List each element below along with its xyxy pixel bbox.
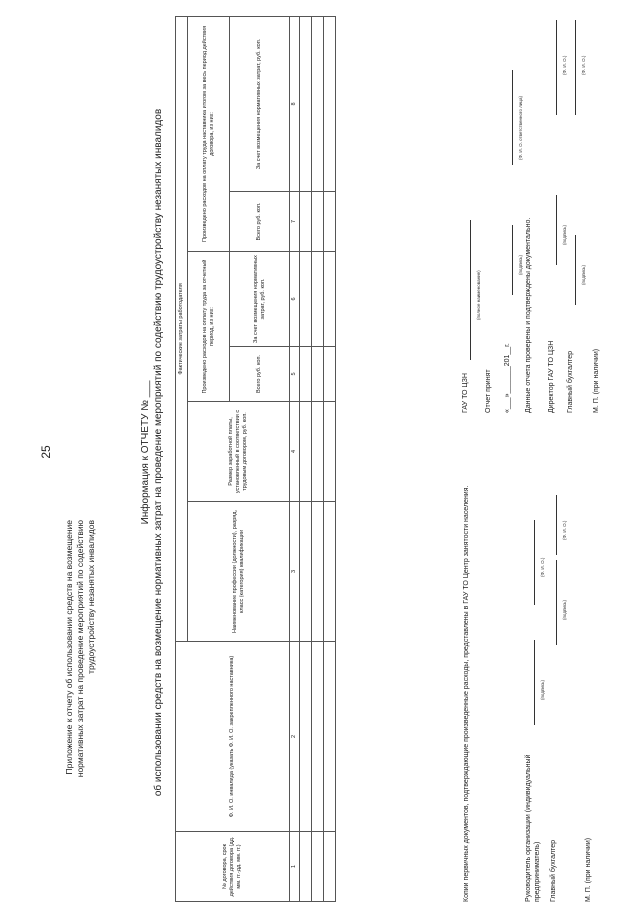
- right-accountant-fio-hint: (Ф. И. О.): [581, 55, 586, 75]
- col-number: 8: [290, 16, 300, 191]
- responsible-fio-line[interactable]: [512, 70, 513, 165]
- title-line-2: об использовании средств на возмещение нормативных затрат на проведение мероприятий по содействию трудоустройству незанятых инвалидов: [153, 108, 164, 797]
- header-profession: Наименование профессии (должности), разряд, класс (категория) квалификации: [188, 502, 290, 642]
- right-accountant-signature-line[interactable]: [575, 235, 576, 305]
- head-fio-hint: (Ф. И. О.): [540, 557, 545, 577]
- column-number-row: [290, 16, 300, 901]
- header-labor-costs: Произведено расходов на оплату труда за отчетный период, из них:: [188, 252, 230, 402]
- table-row: [300, 16, 312, 901]
- accept-signature-hint: (подпись): [518, 254, 523, 275]
- verified-note: Данные отчета проверены и подтверждены документально.: [525, 217, 532, 413]
- director-signature-hint: (подпись): [562, 224, 567, 245]
- head-signature-line[interactable]: [534, 640, 535, 725]
- director-fio-hint: (Ф. И. О.): [562, 55, 567, 75]
- accountant-fio-line[interactable]: [556, 495, 557, 555]
- accountant-fio-hint: (Ф. И. О.): [562, 520, 567, 540]
- report-table: [175, 16, 336, 902]
- appendix-line-3: трудоустройству незанятых инвалидов: [86, 520, 96, 674]
- col-number: 3: [290, 502, 300, 642]
- head-signature-hint: (подпись): [540, 679, 545, 700]
- head-label: Руководитель организации (индивидуальный предприниматель): [525, 754, 541, 902]
- title-line-1: Информация к ОТЧЕТУ № ___: [140, 380, 151, 525]
- gau-label: ГАУ ТО ЦЗН: [462, 373, 469, 413]
- right-accountant-signature-hint: (подпись): [581, 264, 586, 285]
- copies-note: Копии первичных документов, подтверждающие произведенные расходы, представлены в ГАУ ТО Центр занятости населения.: [463, 485, 470, 902]
- header-mentor-total: Всего руб. коп.: [230, 192, 290, 252]
- page-number: 25: [39, 445, 53, 459]
- director-signature-line[interactable]: [556, 195, 557, 265]
- header-contract: № договора, срок действия договора (дд. мм. гг.-дд. мм. гг.): [176, 832, 290, 902]
- table-row: [324, 16, 336, 901]
- col-number: 2: [290, 642, 300, 832]
- left-stamp: М. П. (при наличии): [585, 837, 592, 902]
- col-number: 5: [290, 347, 300, 402]
- col-number: 1: [290, 832, 300, 902]
- responsible-fio-hint: (Ф. И. О. ответственного лица): [518, 96, 523, 160]
- director-label: Директор ГАУ ТО ЦЗН: [548, 340, 555, 413]
- header-mentor-costs: Произведено расходов на оплату труда наставника итогом за весь период действия договора, из них:: [188, 16, 230, 251]
- accountant-label: Главный бухгалтер: [550, 840, 557, 902]
- gau-name-hint: (полное наименование): [476, 270, 481, 320]
- right-accountant-fio-line[interactable]: [575, 20, 576, 115]
- director-fio-line[interactable]: [556, 20, 557, 115]
- col-number: 7: [290, 192, 300, 252]
- accountant-signature-hint: (подпись): [562, 599, 567, 620]
- head-fio-line[interactable]: [534, 520, 535, 605]
- header-fio: Ф. И. О. инвалида (указать Ф. И. О. закрепленного наставника): [176, 642, 290, 832]
- header-salary: Размер заработной платы, установленный в соответствии с трудовым договором, руб. коп.: [188, 402, 290, 502]
- accept-signature-line[interactable]: [512, 225, 513, 295]
- right-accountant-label: Главный бухгалтер: [567, 351, 574, 413]
- appendix-note: [64, 520, 97, 850]
- report-accepted: Отчет принят: [485, 369, 492, 413]
- table-row: [312, 16, 324, 901]
- header-labor-total: Всего руб. коп.: [230, 347, 290, 402]
- accountant-signature-line[interactable]: [556, 560, 557, 645]
- header-mentor-reimbursed: За счет возмещения нормативных затрат, руб. коп.: [230, 16, 290, 191]
- appendix-line-1: Приложение к отчету об использовании средств на возмещение: [64, 520, 74, 775]
- right-stamp: М. П. (при наличии): [593, 348, 600, 413]
- gau-name-line[interactable]: [470, 220, 471, 360]
- col-number: 6: [290, 252, 300, 347]
- appendix-line-2: нормативных затрат на проведение мероприятий по содействию: [75, 520, 85, 778]
- header-employer-costs: Фактические затраты работодателя: [176, 16, 188, 641]
- date-line: «___»_______201__г.: [504, 343, 511, 413]
- header-labor-reimbursed: За счет возмещения нормативных затрат, руб. коп.: [230, 252, 290, 347]
- col-number: 4: [290, 402, 300, 502]
